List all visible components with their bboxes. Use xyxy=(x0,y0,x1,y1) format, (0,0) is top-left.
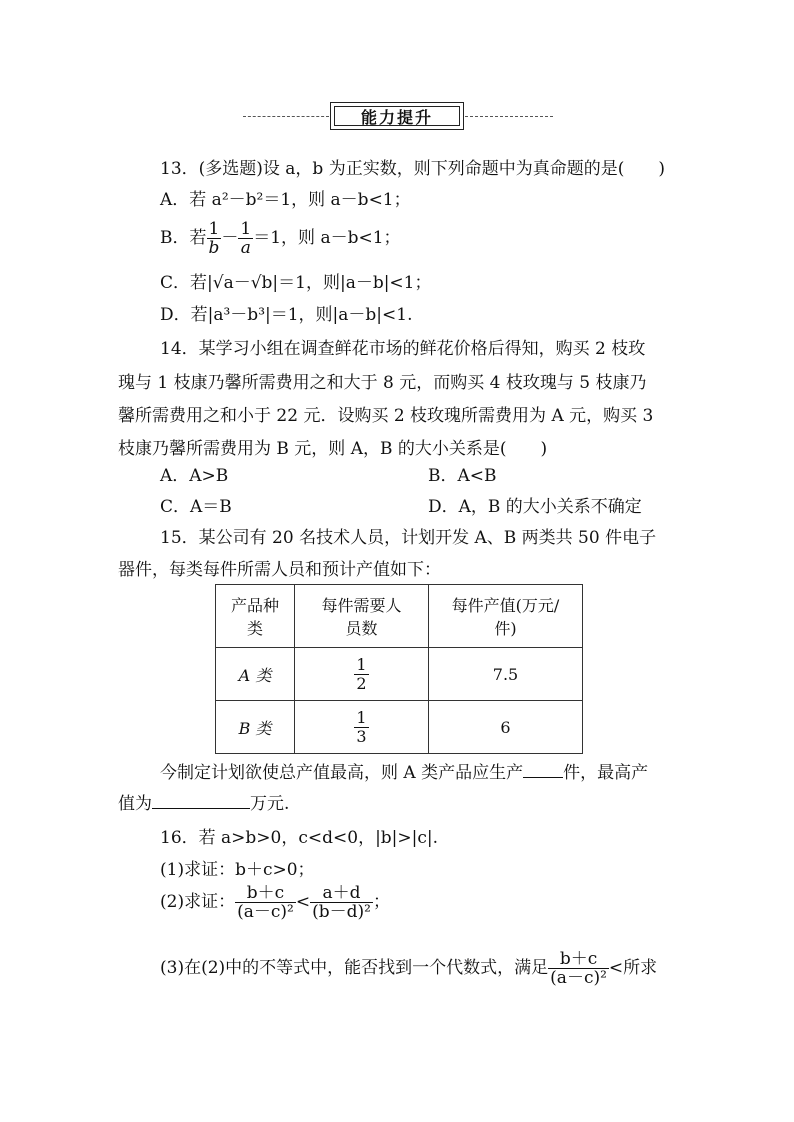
q13-b-frac1-denominator: b xyxy=(208,238,220,258)
q16-p3-prefix: (3)在(2)中的不等式中，能否找到一个代数式，满足 xyxy=(160,958,549,978)
q16-part-1: (1)求证：b＋c>0； xyxy=(160,860,315,880)
q13-b-minus: － xyxy=(221,228,239,248)
q13-option-a: A．若 a²－b²＝1，则 a－b<1； xyxy=(160,190,411,210)
header-product-type: 产品种 类 xyxy=(216,585,295,648)
q14-option-c: C．A＝B xyxy=(160,497,232,517)
q15-line-2: 器件，每类每件所需人员和预计产值如下： xyxy=(118,560,441,580)
q13-b-frac2-denominator: a xyxy=(240,238,251,258)
q15-after-text-a: 今制定计划欲使总产值最高，则 A 类产品应生产 xyxy=(160,763,524,783)
q13-option-d: D．若|a³－b³|＝1，则|a－b|<1. xyxy=(160,305,413,325)
row-a-value: 7.5 xyxy=(429,648,583,701)
q15-answer-blank-count[interactable] xyxy=(523,777,563,778)
header-staff-per-item: 每件需要人 员数 xyxy=(295,585,429,648)
q13-b-prefix: B．若 xyxy=(160,228,207,248)
section-banner xyxy=(330,102,464,130)
table-row xyxy=(216,648,583,701)
q13-b-fraction-1 xyxy=(207,220,222,257)
row-b-staff: $\frac{1}{3}$ xyxy=(295,701,429,754)
q14-line-1: 14．某学习小组在调查鲜花市场的鲜花价格后得知，购买 2 枝玫 xyxy=(160,339,646,359)
table-header-row xyxy=(216,585,583,648)
q16-p3-suffix: <所求 xyxy=(608,958,658,978)
q14-line-2: 瑰与 1 枝康乃馨所需费用之和大于 8 元，而购买 4 枝玫瑰与 5 枝康乃 xyxy=(118,373,647,393)
table-row xyxy=(216,701,583,754)
banner-right-rule xyxy=(465,116,553,117)
row-a-staff: $\frac{1}{2}$ xyxy=(295,648,429,701)
q15-after-text-c: 值为 xyxy=(118,794,152,814)
q16-p2-fraction-2: $\frac{a+d}{\text{(b－d)²}}$ xyxy=(312,883,371,922)
q14-line-3: 馨所需费用之和小于 22 元．设购买 2 枝玫瑰所需费用为 A 元，购买 3 xyxy=(118,406,654,426)
q16-part-3 xyxy=(160,950,657,987)
q13-b-frac2-numerator: 1 xyxy=(240,219,252,239)
q13-b-frac1-numerator: 1 xyxy=(207,220,222,239)
q16-p2-fraction-1: $\frac{b+c}{\text{(a－c)²}}$ xyxy=(237,883,294,922)
q14-option-a: A．A>B xyxy=(160,466,229,486)
q13-option-b xyxy=(160,220,401,257)
section-title: 能力提升 xyxy=(334,106,460,126)
row-a-label: A 类 xyxy=(216,648,295,701)
q13-option-c: C．若|√a－√b|＝1，则|a－b|<1； xyxy=(160,273,432,293)
q15-line-1: 15．某公司有 20 名技术人员，计划开发 A、B 两类共 50 件电子 xyxy=(160,528,657,548)
product-table xyxy=(215,584,583,754)
q13-stem: 13．(多选题)设 a，b 为正实数，则下列命题中为真命题的是( ) xyxy=(160,159,665,179)
q15-after-text-b: 件，最高产 xyxy=(563,763,649,783)
q14-option-d: D．A，B 的大小关系不确定 xyxy=(428,497,642,517)
banner-left-rule xyxy=(243,116,329,117)
q15-answer-blank-value[interactable] xyxy=(152,808,250,809)
q13-b-fraction-2 xyxy=(238,220,253,257)
q16-part-2 xyxy=(160,884,390,921)
q14-line-4: 枝康乃馨所需费用为 B 元，则 A，B 的大小关系是( ) xyxy=(118,439,548,459)
q14-option-b: B．A<B xyxy=(428,466,497,486)
q16-p2-lt: < xyxy=(295,892,311,912)
header-value-per-item: 每件产值(万元/ 件) xyxy=(429,585,583,648)
q15-after-line-1 xyxy=(160,762,648,784)
q15-after-text-d: 万元. xyxy=(250,794,290,814)
row-b-value: 6 xyxy=(429,701,583,754)
row-b-label: B 类 xyxy=(216,701,295,754)
q16-stem: 16．若 a>b>0，c<d<0，|b|>|c|. xyxy=(160,828,439,848)
q13-b-suffix: ＝1，则 a－b<1； xyxy=(253,228,401,248)
q16-p2-suffix: ； xyxy=(372,892,390,912)
q15-after-line-2 xyxy=(118,793,289,815)
q16-p3-fraction: $\frac{b+c}{\text{(a－c)²}}$ xyxy=(550,949,607,988)
q16-p2-prefix: (2)求证： xyxy=(160,892,236,912)
